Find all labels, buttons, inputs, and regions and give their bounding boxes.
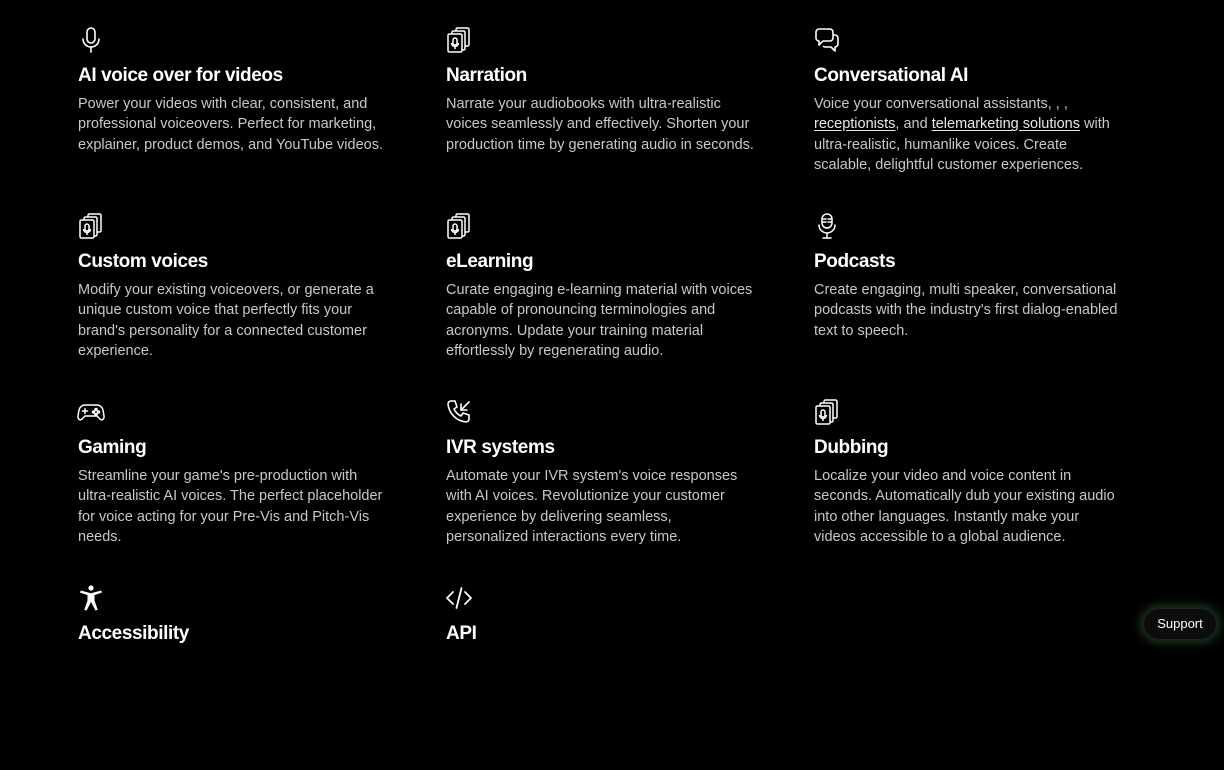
card-description xyxy=(814,94,1122,176)
card-description: Localize your video and voice content in seconds. Automatically dub your existing audio into other languages. Instantly make your videos accessible to a global audience. xyxy=(814,468,1115,546)
card-gaming xyxy=(78,398,446,584)
support-button[interactable]: Support xyxy=(1144,609,1216,639)
phone-incoming-icon xyxy=(445,398,473,426)
code-brackets-icon xyxy=(445,584,473,612)
card-accessibility xyxy=(78,584,446,770)
card-narration xyxy=(446,26,814,212)
card-dubbing xyxy=(814,398,1134,584)
stacked-audio-pages-icon xyxy=(77,212,105,240)
card-description: Automate your IVR system's voice responses with AI voices. Revolutionize your customer experience by delivering seamless, personalized interactions every time. xyxy=(446,468,738,546)
card-description: Modify your existing voiceovers, or generate a unique custom voice that perfectly fits your brand's personality for a connected customer experience. xyxy=(78,282,374,360)
use-case-grid xyxy=(78,26,1134,770)
accessibility-person-icon xyxy=(77,584,105,612)
card-title: Conversational AI xyxy=(814,65,969,86)
card-title: AI voice over for videos xyxy=(78,65,283,86)
card-description: Curate engaging e-learning material with voices capable of pronouncing terminologies and acronyms. Update your training material effortlessly by regenerating audio. xyxy=(446,282,753,360)
card-title: Custom voices xyxy=(78,251,208,272)
card-description: Streamline your game's pre-production with ultra-realistic AI voices. The perfect placeholder for voice acting for your Pre-Vis and Pitch-Vis needs. xyxy=(78,468,383,546)
card-conversational-ai xyxy=(814,26,1134,212)
chat-bubbles-icon xyxy=(813,26,841,54)
card-custom-voices xyxy=(78,212,446,398)
microphone-icon xyxy=(77,26,105,54)
card-title: Accessibility xyxy=(78,623,189,644)
gamepad-icon xyxy=(77,398,105,426)
desc-text: Voice your conversational assistants, , , xyxy=(814,96,1068,112)
card-title: eLearning xyxy=(446,251,534,272)
telemarketing-solutions-link[interactable]: telemarketing solutions xyxy=(931,116,1080,133)
desc-text: , and xyxy=(895,116,932,133)
card-ivr-systems xyxy=(446,398,814,584)
desc-text: with ultra-realistic, humanlike voices. Create scalable, delightful customer experiences. xyxy=(814,116,1110,174)
card-title: API xyxy=(446,623,477,644)
stacked-audio-pages-icon xyxy=(445,26,473,54)
card-description: Narrate your audiobooks with ultra-realistic voices seamlessly and effectively. Shorten your production time by generating audio in seconds. xyxy=(446,96,754,153)
stacked-audio-pages-icon xyxy=(445,212,473,240)
card-elearning xyxy=(446,212,814,398)
stacked-audio-pages-icon xyxy=(813,398,841,426)
card-title: Podcasts xyxy=(814,251,896,272)
card-title: Dubbing xyxy=(814,437,889,458)
card-api xyxy=(446,584,814,770)
card-podcasts xyxy=(814,212,1134,398)
card-title: Gaming xyxy=(78,437,147,458)
card-title: IVR systems xyxy=(446,437,555,458)
studio-microphone-icon xyxy=(813,212,841,240)
card-ai-voice-over xyxy=(78,26,446,212)
card-description: Create engaging, multi speaker, conversational podcasts with the industry's first dialog-enabled text to speech. xyxy=(814,282,1118,339)
card-title: Narration xyxy=(446,65,527,86)
receptionists-link[interactable]: receptionists xyxy=(814,116,896,133)
card-description: Power your videos with clear, consistent, and professional voiceovers. Perfect for marketing, explainer, product demos, and YouTube videos. xyxy=(78,96,383,153)
